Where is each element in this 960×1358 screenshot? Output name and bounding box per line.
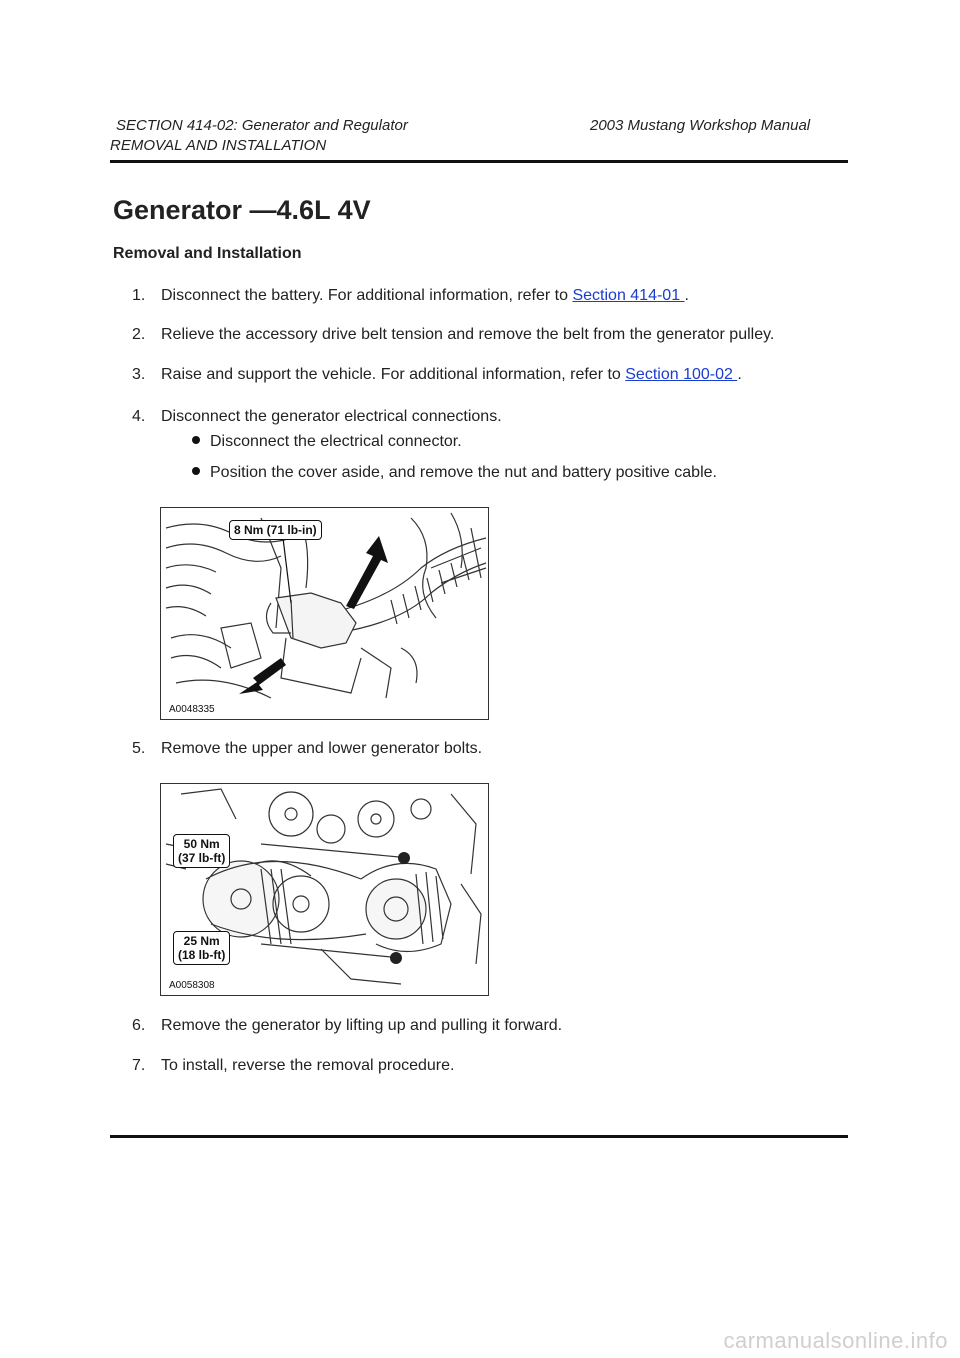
step-number: 6.: [132, 1017, 146, 1034]
lower-bolt-torque-callout: [173, 931, 230, 965]
figure-code: A0058308: [169, 980, 215, 991]
bullet-item: [192, 462, 717, 484]
section-100-02-link[interactable]: Section 100-02: [625, 366, 738, 383]
bullet-dot-icon: [192, 436, 200, 444]
bullet-dot-icon: [192, 467, 200, 475]
figure-connector-illustration: [160, 507, 489, 720]
step-6: [132, 1015, 562, 1037]
header-subsection: REMOVAL AND INSTALLATION: [110, 137, 327, 154]
step-text: To install, reverse the removal procedure.: [161, 1057, 455, 1074]
step-5: [132, 738, 482, 760]
step-text-end: .: [684, 287, 689, 304]
upper-bolt-torque-nm: 50 Nm: [183, 837, 220, 851]
header-manual-title: 2003 Mustang Workshop Manual: [590, 117, 811, 134]
section-subheading: Removal and Installation: [113, 245, 302, 262]
step-2: [132, 324, 774, 346]
bullet-text: Position the cover aside, and remove the nut and battery positive cable.: [210, 464, 717, 481]
header-rule: [110, 160, 848, 163]
footer-rule: [110, 1135, 848, 1138]
header-section: SECTION 414-02: Generator and Regulator: [116, 117, 408, 134]
step-number: 1.: [132, 287, 146, 304]
figure-generator-bolts-illustration: [160, 783, 489, 996]
step-text: Disconnect the generator electrical connections.: [161, 408, 502, 425]
step-text: Relieve the accessory drive belt tension and remove the belt from the generator pulley.: [161, 326, 775, 343]
upper-bolt-torque-lbft: (37 lb-ft): [178, 851, 226, 865]
section-414-01-link[interactable]: Section 414-01: [572, 287, 685, 304]
step-number: 7.: [132, 1057, 146, 1074]
step-3: [132, 364, 742, 386]
lower-bolt-torque-lbft: (18 lb-ft): [178, 948, 226, 962]
step-number: 5.: [132, 740, 146, 757]
connector-line-art: [161, 508, 488, 719]
step-text: Raise and support the vehicle. For additional information, refer to: [161, 366, 626, 383]
lower-bolt-torque-nm: 25 Nm: [183, 934, 220, 948]
page-title: Generator —4.6L 4V: [113, 195, 371, 225]
step-7: [132, 1055, 454, 1077]
figure-code: A0048335: [169, 704, 215, 715]
torque-callout: 8 Nm (71 lb-in): [229, 520, 322, 540]
upper-bolt-torque-callout: [173, 834, 230, 868]
step-text-end: .: [737, 366, 742, 383]
watermark: carmanualsonline.info: [723, 1328, 948, 1353]
step-4: [132, 406, 502, 428]
step-number: 3.: [132, 366, 146, 383]
step-text: Remove the generator by lifting up and pulling it forward.: [161, 1017, 563, 1034]
bullet-item: [192, 431, 462, 453]
bullet-text: Disconnect the electrical connector.: [210, 433, 462, 450]
step-1: [132, 285, 689, 307]
step-text: Disconnect the battery. For additional information, refer to: [161, 287, 573, 304]
step-number: 4.: [132, 408, 146, 425]
step-number: 2.: [132, 326, 146, 343]
step-text: Remove the upper and lower generator bolts.: [161, 740, 483, 757]
